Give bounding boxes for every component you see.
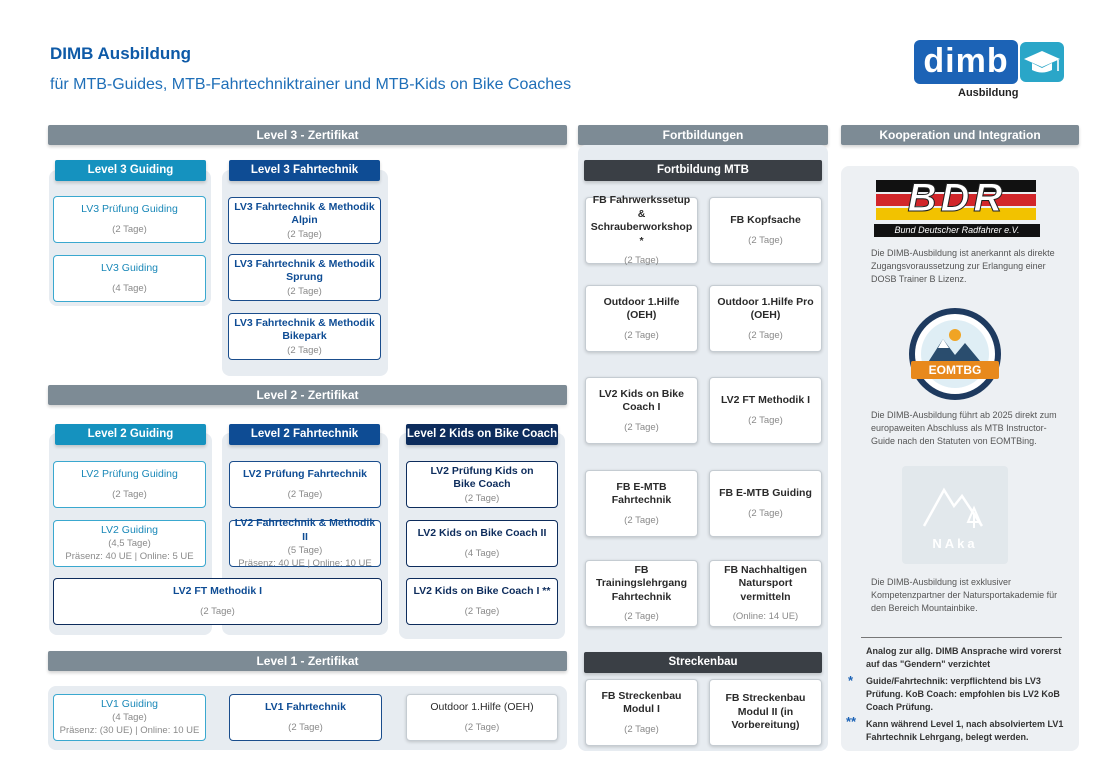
course-card[interactable] xyxy=(709,679,822,746)
course-card[interactable] xyxy=(709,560,822,627)
naka-text: Die DIMB-Ausbildung ist exklusiver Kompetenzpartner der Natursportakademie für den Bereich Mountainbike. xyxy=(871,577,1058,613)
level3-fahrtechnik-header: Level 3 Fahrtechnik xyxy=(229,160,380,181)
course-duration: (2 Tage) xyxy=(624,514,659,526)
course-card[interactable] xyxy=(229,461,381,508)
course-title: LV2 Prüfung Kids on Bike Coach xyxy=(430,464,534,490)
course-duration: (2 Tage) xyxy=(748,414,783,426)
course-duration: (2 Tage) xyxy=(464,721,500,733)
course-title: FB E-MTB Guiding xyxy=(719,487,812,500)
course-title: Outdoor 1.Hilfe (OEH) xyxy=(430,701,534,714)
bdr-text: Die DIMB-Ausbildung ist anerkannt als direkte Zugangsvoraussetzung zur Erlangung einer DOSB Trainer B Lizenz. xyxy=(871,248,1055,284)
course-card[interactable] xyxy=(53,461,206,508)
course-card[interactable] xyxy=(585,194,698,266)
course-card[interactable] xyxy=(229,517,381,569)
course-title: LV1 Fahrtechnik xyxy=(265,701,346,714)
course-card[interactable] xyxy=(709,470,822,537)
eomtbg-logo xyxy=(903,305,1007,403)
page-title: DIMB Ausbildung xyxy=(50,44,192,63)
course-card[interactable] xyxy=(709,377,822,444)
double-star-marker: ** xyxy=(846,714,857,729)
bdr-logo-text: BDR xyxy=(907,176,1007,220)
bdr-logo xyxy=(872,172,1042,238)
course-duration: (2 Tage) xyxy=(748,234,783,246)
course-card[interactable] xyxy=(406,694,558,741)
course-duration: (2 Tage) xyxy=(624,611,659,623)
level3-guiding-header: Level 3 Guiding xyxy=(55,160,206,181)
course-title: LV2 Kids on Bike Coach I xyxy=(599,387,684,413)
fortbildung-mtb-header: Fortbildung MTB xyxy=(584,160,822,181)
dimb-logo xyxy=(914,40,1066,102)
kooperation-bar: Kooperation und Integration xyxy=(841,125,1079,145)
course-title: LV2 Kids on Bike Coach II xyxy=(417,527,547,540)
course-duration: (Online: 14 UE) xyxy=(732,611,799,623)
course-title: LV3 Prüfung Guiding xyxy=(81,203,178,216)
course-card[interactable] xyxy=(709,285,822,352)
course-units: Präsenz: 40 UE | Online: 5 UE xyxy=(65,551,194,563)
gender-note: Analog zur allg. DIMB Ansprache wird vorerst auf das "Gendern" verzichtet xyxy=(866,646,1062,669)
course-card[interactable] xyxy=(53,520,206,567)
course-duration: (2 Tage) xyxy=(112,488,147,500)
course-duration: (2 Tage) xyxy=(288,721,323,733)
level2-bar: Level 2 - Zertifikat xyxy=(48,385,567,405)
course-duration: (2 Tage) xyxy=(624,723,659,735)
bdr-logo-subtitle: Bund Deutscher Radfahrer e.V. xyxy=(894,225,1020,235)
course-title: LV3 Guiding xyxy=(100,262,158,275)
course-duration: (5 Tage) xyxy=(287,545,323,556)
level2-kids-header: Level 2 Kids on Bike Coach xyxy=(406,424,558,445)
course-duration: (4 Tage) xyxy=(464,547,500,559)
course-title: LV2 FT Methodik I xyxy=(720,394,811,407)
course-duration: (2 Tage) xyxy=(464,605,500,617)
course-card[interactable] xyxy=(53,694,206,741)
streckenbau-header: Streckenbau xyxy=(584,652,822,673)
graduation-cap-icon xyxy=(1020,42,1064,82)
course-duration: (2 Tage) xyxy=(624,421,659,433)
course-title: LV2 Prüfung Guiding xyxy=(81,468,178,481)
course-duration: (4,5 Tage) xyxy=(108,538,151,550)
course-title: LV3 Fahrtechnik & Methodik Sprung xyxy=(234,257,375,283)
footnote-single-star: Guide/Fahrtechnik: verpflichtend bis LV3 Prüfung. KoB Coach: empfohlen bis LV2 KoB Coach Prüfung. xyxy=(866,676,1060,712)
course-duration: (2 Tage) xyxy=(287,344,322,356)
course-units: Präsenz: 40 UE | Online: 10 UE xyxy=(238,558,372,569)
course-units: Präsenz: (30 UE) | Online: 10 UE xyxy=(59,725,200,737)
course-card[interactable] xyxy=(585,470,698,537)
course-card[interactable] xyxy=(406,461,558,508)
course-duration: (4 Tage) xyxy=(112,282,147,294)
course-title: FB Streckenbau Modul II (in Vorbereitung) xyxy=(725,692,806,732)
course-card[interactable] xyxy=(585,285,698,352)
footnote-double-star: Kann während Level 1, nach absolviertem LV1 Fahrtechnik Lehrgang, belegt werden. xyxy=(866,719,1064,742)
logo-subtitle: Ausbildung xyxy=(958,87,1019,99)
course-title: LV1 Guiding xyxy=(100,697,158,710)
single-star-marker: * xyxy=(848,673,854,688)
course-card[interactable] xyxy=(53,255,206,302)
course-title: LV2 Guiding xyxy=(100,523,158,536)
course-title: LV2 Prüfung Fahrtechnik xyxy=(242,468,368,481)
course-title: FB E-MTB Fahrtechnik xyxy=(611,480,672,506)
course-duration: (4 Tage) xyxy=(112,712,147,724)
page-subtitle: für MTB-Guides, MTB-Fahrtechniktrainer und MTB-Kids on Bike Coaches xyxy=(50,76,572,93)
course-duration: (2 Tage) xyxy=(287,285,322,297)
eomtbg-text: Die DIMB-Ausbildung führt ab 2025 direkt zum europaweiten Abschluss als MTB Instructor-Guide nach den Statuten von EOMTBing. xyxy=(871,410,1057,446)
course-card[interactable] xyxy=(406,520,558,567)
course-card[interactable] xyxy=(228,254,381,301)
course-card[interactable] xyxy=(585,560,698,627)
logo-wordmark: dimb xyxy=(914,40,1018,84)
naka-logo-text: NAka xyxy=(932,536,978,551)
course-title: FB Trainingslehrgang Fahrtechnik xyxy=(595,563,687,603)
level3-bar: Level 3 - Zertifikat xyxy=(48,125,567,145)
course-card[interactable] xyxy=(709,197,822,264)
course-duration: (2 Tage) xyxy=(287,488,323,500)
level2-fahrtechnik-header: Level 2 Fahrtechnik xyxy=(229,424,380,445)
course-duration: (2 Tage) xyxy=(464,492,500,504)
course-title: LV2 Fahrtechnik & Methodik II xyxy=(234,517,376,543)
course-duration: (2 Tage) xyxy=(748,329,783,341)
level2-guiding-header: Level 2 Guiding xyxy=(55,424,206,445)
course-duration: (2 Tage) xyxy=(200,605,235,617)
course-title: FB Kopfsache xyxy=(730,214,801,227)
course-card[interactable] xyxy=(228,197,381,244)
course-title: FB Nachhaltigen Natursport vermitteln xyxy=(724,563,807,603)
eomtbg-logo-text: EOMTBG xyxy=(928,363,982,377)
course-card[interactable] xyxy=(585,679,698,746)
divider xyxy=(861,637,1062,638)
course-card[interactable] xyxy=(229,694,382,741)
course-title: LV3 Fahrtechnik & Methodik Alpin xyxy=(234,200,375,226)
course-card[interactable] xyxy=(53,196,206,243)
course-duration: (2 Tage) xyxy=(287,228,322,240)
course-title: FB Streckenbau Modul I xyxy=(601,689,682,715)
course-title: Outdoor 1.Hilfe Pro (OEH) xyxy=(717,295,814,321)
course-duration: (2 Tage) xyxy=(748,507,783,519)
course-title: Outdoor 1.Hilfe (OEH) xyxy=(603,295,680,321)
course-duration: (2 Tage) xyxy=(112,223,147,235)
naka-logo xyxy=(902,466,1008,564)
course-title: FB Fahrwerkssetup & Schrauberworkshop * xyxy=(590,194,693,247)
course-duration: (2 Tage) xyxy=(624,255,659,266)
course-title: LV3 Fahrtechnik & Methodik Bikepark xyxy=(234,316,375,342)
course-card[interactable] xyxy=(406,578,558,625)
course-card[interactable] xyxy=(53,578,382,625)
course-title: LV2 FT Methodik I xyxy=(172,585,263,598)
course-card[interactable] xyxy=(585,377,698,444)
course-card[interactable] xyxy=(228,313,381,360)
level1-bar: Level 1 - Zertifikat xyxy=(48,651,567,671)
course-title: LV2 Kids on Bike Coach I ** xyxy=(413,585,551,598)
course-duration: (2 Tage) xyxy=(624,329,659,341)
fortbildungen-bar: Fortbildungen xyxy=(578,125,828,145)
